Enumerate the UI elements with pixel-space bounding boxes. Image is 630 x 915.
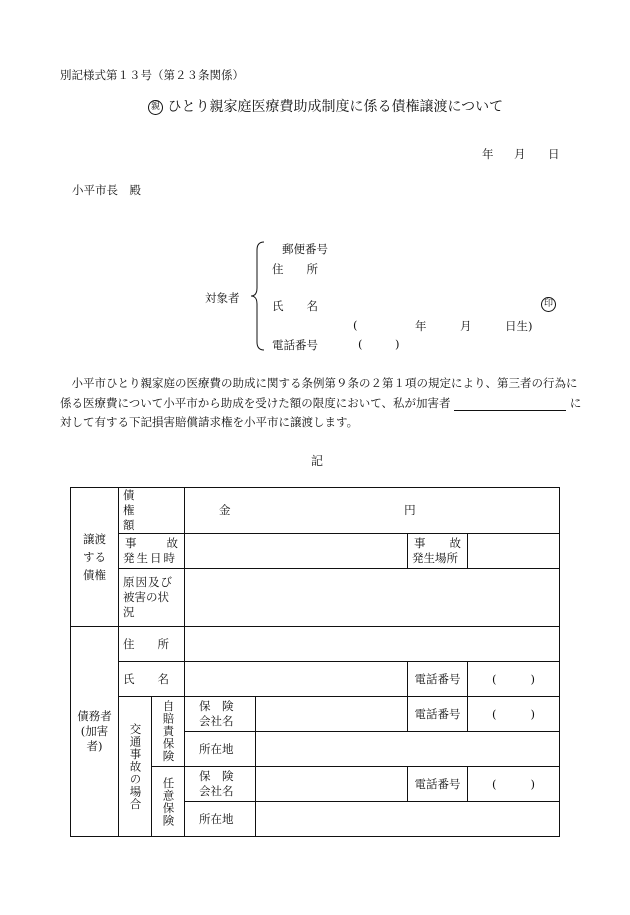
debtor-phone-field[interactable]: ( ) <box>468 662 560 697</box>
compulsory-company-field[interactable] <box>256 697 408 732</box>
claim-amount-label: 債 権 額 <box>119 488 185 534</box>
debtor-address-label: 住 所 <box>119 627 185 662</box>
phone-paren-open: ( <box>358 337 363 351</box>
body-line-2 <box>60 395 581 411</box>
compulsory-ins-cell <box>152 697 185 767</box>
birth-month: 月 <box>460 319 472 333</box>
date-day: 日 <box>548 147 560 161</box>
voluntary-location-field[interactable] <box>256 802 560 837</box>
birth-year: 年 <box>415 319 427 333</box>
cause-label: 原因及び 被害の状況 <box>119 569 185 627</box>
debtor-group-sub: (加害者) <box>80 724 109 753</box>
traffic-case-cell <box>119 697 152 837</box>
voluntary-ins-cell <box>152 767 185 837</box>
voluntary-company-label: 保 険 会社名 <box>185 767 256 802</box>
document-title <box>148 96 503 116</box>
voluntary-ins-label: 任意保険 <box>161 776 176 827</box>
seal-oya-icon: 親 <box>148 100 163 115</box>
compulsory-phone-field[interactable]: ( ) <box>468 697 560 732</box>
compulsory-location-field[interactable] <box>256 732 560 767</box>
voluntary-phone-field[interactable]: ( ) <box>468 767 560 802</box>
accident-place-field[interactable] <box>468 534 560 569</box>
debtor-name-field[interactable] <box>185 662 408 697</box>
body-line-2-text: 係る医療費について小平市から助成を受けた額の限度において、私が加害者 <box>60 396 451 410</box>
form-number: 別記様式第１３号（第２３条関係） <box>60 68 244 82</box>
claim-amount-field[interactable] <box>185 488 560 534</box>
compulsory-company-label: 保 険 会社名 <box>185 697 256 732</box>
compulsory-ins-label: 自賠責保険 <box>161 700 176 763</box>
cause-field[interactable] <box>185 569 560 627</box>
claim-group-cell <box>71 488 119 627</box>
traffic-case-label: 交通事故の場合 <box>128 722 143 811</box>
phone-label: 電話番号 <box>272 338 318 352</box>
debtor-group-cell <box>71 627 119 837</box>
phone-paren-close: ) <box>395 337 400 351</box>
claim-amount-yen: 金 <box>219 503 231 517</box>
debtor-phone-label: 電話番号 <box>408 662 468 697</box>
birth-day: 日生) <box>505 319 533 333</box>
voluntary-location-label: 所在地 <box>185 802 256 837</box>
debtor-group-label: 債務者 <box>77 709 112 723</box>
accident-datetime-label: 事 故 発生日時 <box>119 534 185 569</box>
body-line-1: 小平市ひとり親家庭の医療費の助成に関する条例第９条の２第１項の規定により、第三者の行為に <box>60 376 578 390</box>
addressee: 小平市長 殿 <box>72 183 141 197</box>
body-line-3: 対して有する下記損害賠償請求権を小平市に譲渡します。 <box>60 415 359 429</box>
voluntary-phone-label: 電話番号 <box>408 767 468 802</box>
seal-mark-icon: 印 <box>541 297 556 312</box>
birth-open: ( <box>353 318 358 332</box>
address-label: 住 所 <box>272 262 318 276</box>
debtor-name-label: 氏 名 <box>119 662 185 697</box>
claim-amount-unit: 円 <box>404 503 416 517</box>
compulsory-phone-label: 電話番号 <box>408 697 468 732</box>
claim-group-label: 譲渡する債権 <box>83 532 106 582</box>
accident-datetime-field[interactable] <box>185 534 408 569</box>
date-year: 年 <box>482 147 494 161</box>
brace-icon <box>250 240 266 352</box>
compulsory-location-label: 所在地 <box>185 732 256 767</box>
title-text: ひとり親家庭医療費助成制度に係る債権譲渡について <box>167 99 504 115</box>
debtor-address-field[interactable] <box>185 627 560 662</box>
ki-heading: 記 <box>311 454 324 468</box>
claim-table <box>70 487 560 837</box>
accident-place-label: 事 故 発生場所 <box>408 534 468 569</box>
offender-blank[interactable] <box>454 399 566 411</box>
body-line-2-end: に <box>569 396 582 410</box>
applicant-label: 対象者 <box>205 291 240 305</box>
postal-label: 郵便番号 <box>282 242 328 256</box>
voluntary-company-field[interactable] <box>256 767 408 802</box>
name-label: 氏 名 <box>272 299 318 313</box>
date-month: 月 <box>514 147 526 161</box>
